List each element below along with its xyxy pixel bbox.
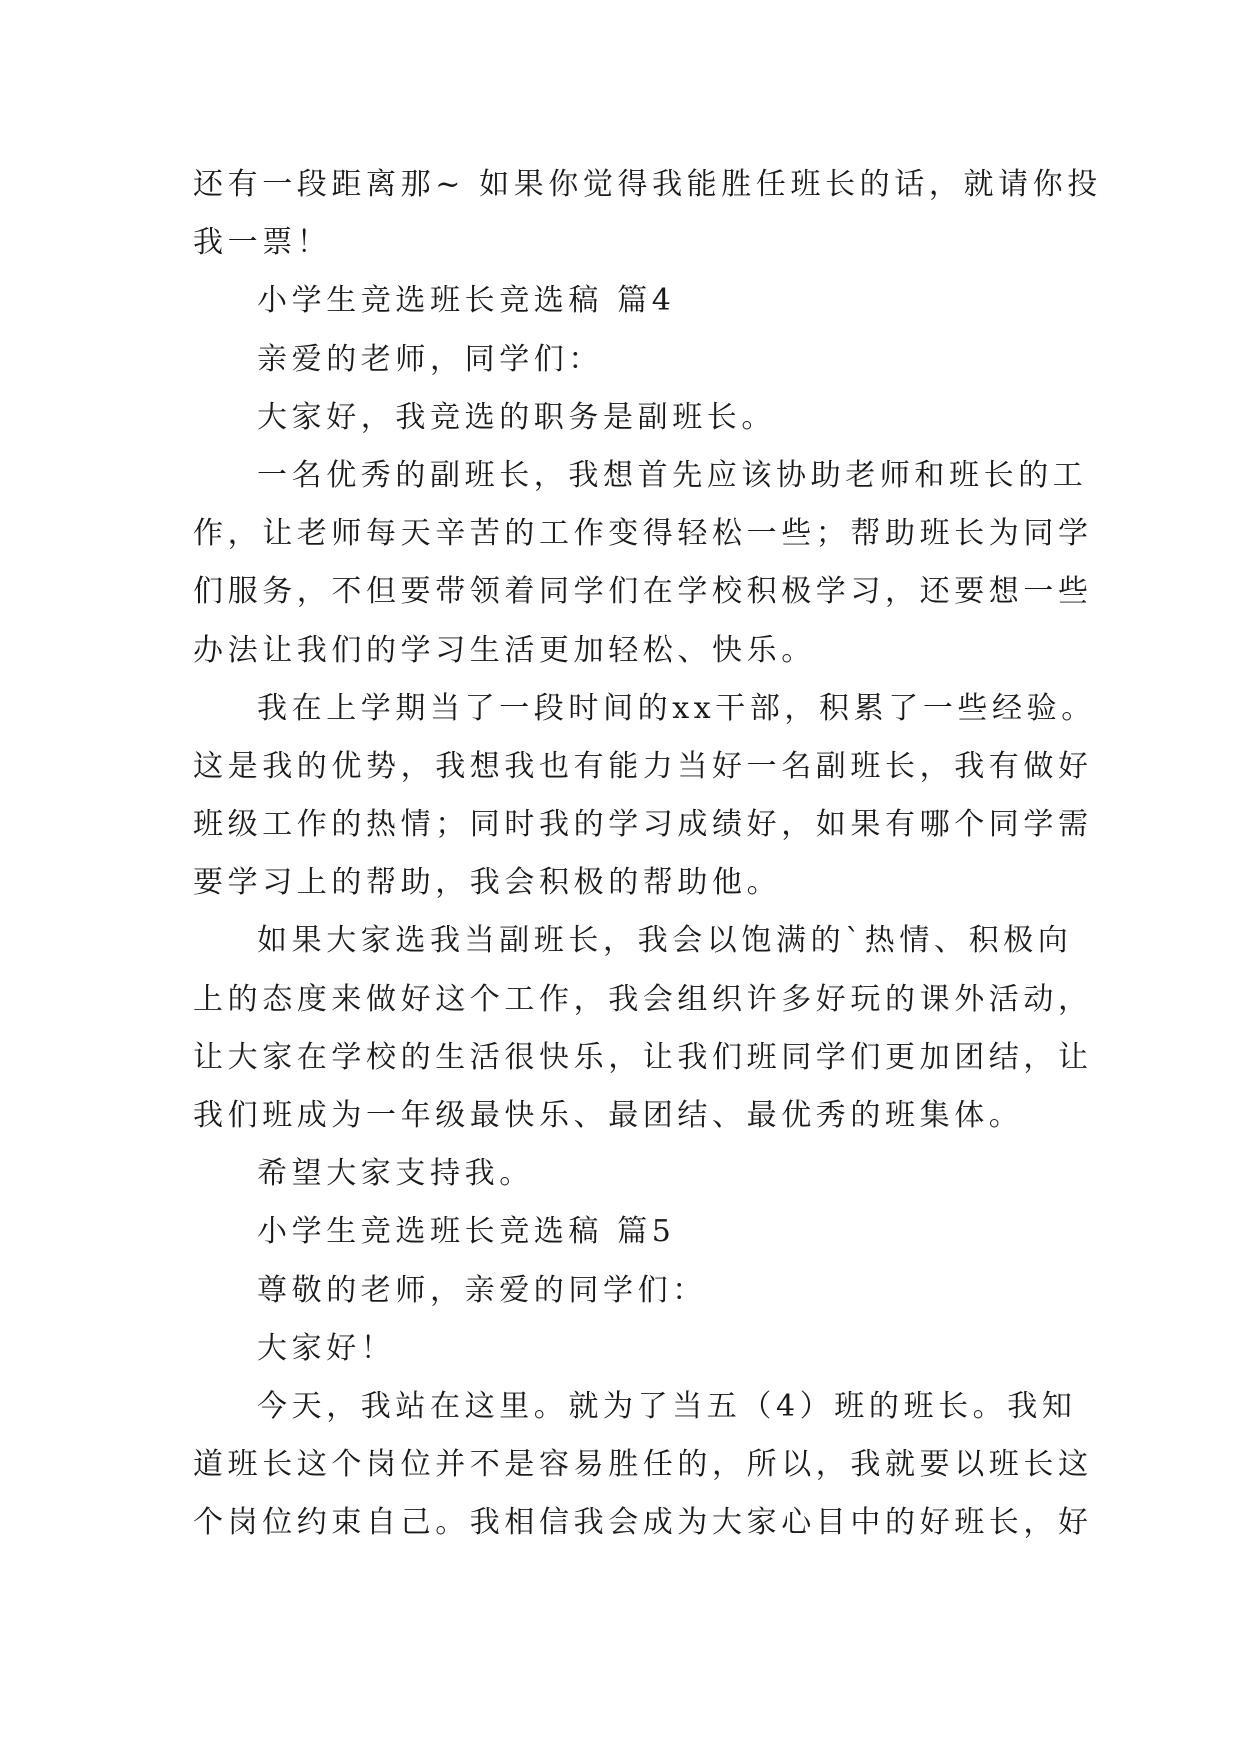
text-line: 们服务，不但要带领着同学们在学校积极学习，还要想一些	[193, 574, 1093, 610]
greeting: 大家好！	[257, 1330, 396, 1366]
text-line: 我们班成为一年级最快乐、最团结、最优秀的班集体。	[193, 1098, 1024, 1133]
text-line: 作，让老师每天辛苦的工作变得轻松一些；帮助班长为同学	[193, 516, 1093, 552]
text-line: 道班长这个岗位并不是容易胜任的，所以，我就要以班长这	[193, 1447, 1093, 1483]
document-page	[193, 156, 1102, 1553]
text-line: 班级工作的热情；同时我的学习成绩好，如果有哪个同学需	[193, 807, 1093, 843]
text-line: 办法让我们的学习生活更加轻松、快乐。	[193, 632, 816, 668]
paragraph-start: 我在上学期当了一段时间的xx干部，积累了一些经验。	[257, 690, 1096, 726]
greeting: 大家好，我竞选的职务是副班长。	[257, 399, 776, 435]
text-line: 要学习上的帮助，我会积极的帮助他。	[193, 865, 782, 901]
text-line: 个岗位约束自己。我相信我会成为大家心目中的好班长，好	[193, 1505, 1093, 1541]
section-heading: 小学生竞选班长竞选稿 篇5	[257, 1214, 676, 1250]
closing-line: 希望大家支持我。	[257, 1156, 534, 1192]
text-line: 让大家在学校的生活很快乐，让我们班同学们更加团结，让	[193, 1039, 1093, 1075]
text-line: 我一票！	[193, 225, 332, 261]
text-line: 还有一段距离那~ 如果你觉得我能胜任班长的话，就请你投	[193, 167, 1102, 202]
text-line: 这是我的优势，我想我也有能力当好一名副班长，我有做好	[193, 748, 1093, 784]
paragraph-start: 如果大家选我当副班长，我会以饱满的`热情、积极向	[257, 923, 1073, 959]
text-line: 上的态度来做好这个工作，我会组织许多好玩的课外活动，	[193, 981, 1093, 1017]
section-heading: 小学生竞选班长竞选稿 篇4	[257, 283, 676, 319]
paragraph-start: 一名优秀的副班长，我想首先应该协助老师和班长的工	[257, 457, 1088, 493]
salutation: 亲爱的老师，同学们：	[257, 341, 603, 377]
salutation: 尊敬的老师，亲爱的同学们：	[257, 1272, 707, 1308]
paragraph-start: 今天，我站在这里。就为了当五（4）班的班长。我知	[257, 1388, 1077, 1424]
